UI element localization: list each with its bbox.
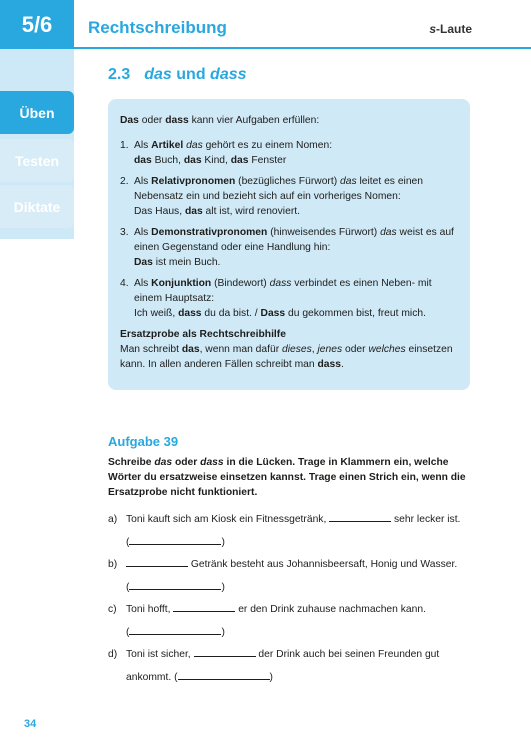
rule-number: 2. [120,176,129,187]
rule-text: (hinweisendes Fürwort) [267,227,381,238]
ex-bold: dass [178,308,202,319]
replacement-blank[interactable] [129,533,221,545]
tab-ueben-label: Üben [19,104,55,121]
rule-text: Als [134,176,152,187]
rule-text: weist es auf einen Gegenstand oder eine Handlung hin: [134,227,454,253]
answer-blank[interactable] [126,555,188,567]
replacement-blank[interactable] [178,668,270,680]
instr-text: oder [172,457,201,468]
item-text: er den Drink zuhause nachmachen kann. [235,604,426,615]
grade-badge [0,0,74,49]
tab-ueben[interactable] [0,91,74,134]
ersatz-bold: das [181,344,200,355]
rule-word: dass [269,278,292,289]
rule-number: 3. [120,227,129,238]
paren-open: ( [126,537,130,548]
item-label: d) [108,649,118,660]
instr-text: in die Lücken. Trage in Klammern ein, welche Wörter du ersatzweise einsetzen kannst. Trage einen Strich ein, wenn die Ersatzprobe nicht funktioniert. [108,457,466,498]
ex-text: du da bist. / [201,308,261,319]
ex-text: Ich weiß, [134,308,179,319]
ersatz-italic: dieses [281,344,312,355]
rule-term: Relativpronomen [151,176,236,187]
section-heading [108,66,247,84]
answer-blank[interactable] [329,510,391,522]
rule-word: das [186,140,203,151]
ex-text: ist mein Buch. [152,257,221,268]
grammar-info-box [108,99,470,390]
ex-text: alt ist, wird renoviert. [202,206,300,217]
ex-text: Kind, [201,155,231,166]
ex-bold: Das [134,257,153,268]
rule-text: Als [134,278,152,289]
ex-text: Buch, [151,155,184,166]
item-text: Getränk besteht aus Johannisbeersaft, Honig und Wasser. [188,559,458,570]
ex-text: du gekommen bist, freut mich. [285,308,426,319]
rule-2 [120,174,458,219]
rule-text: gehört es zu einem Nomen: [202,140,333,151]
item-label: c) [108,604,117,615]
ersatz-text: oder [342,344,369,355]
rule-text: (Bindewort) [211,278,270,289]
rule-text: leitet es einen Nebensatz ein und bezieht sich auf ein vorheriges Nomen: [134,176,424,202]
rule-word: das [380,227,397,238]
rule-term: Konjunktion [151,278,212,289]
rule-1 [120,138,458,168]
item-text: der Drink auch bei seinen Freunden gut [255,649,440,660]
paren-open: ( [126,582,130,593]
exercise-item-c [108,600,478,617]
ersatz-bold: dass [317,359,341,370]
info-intro [120,113,458,128]
ersatzprobe-title: Ersatzprobe als Rechtschreibhilfe [120,329,286,340]
ex-text: Das Haus, [134,206,185,217]
topic-prefix: s [429,22,436,36]
exercise-item-b [108,555,478,572]
replacement-field [126,623,225,640]
answer-blank[interactable] [194,645,256,657]
header-rule [74,47,531,49]
intro-rest: kann vier Aufgaben erfüllen: [188,115,320,126]
exercise-item-d-line2 [126,668,426,685]
paren-close: ) [269,672,273,683]
paren-open: ( [126,627,130,638]
rule-example [134,204,458,219]
replacement-field [126,533,225,550]
ersatz-text: , wenn man dafür [199,344,282,355]
answer-blank[interactable] [173,600,235,612]
ex-text: Fenster [248,155,287,166]
replacement-field [126,578,225,595]
item-text: sehr lecker ist. [391,514,461,525]
rule-example [134,306,458,321]
rule-3 [120,225,458,270]
ersatz-text: . [340,359,344,370]
ersatzprobe-text [120,342,458,372]
intro-mid: oder [138,115,166,126]
instr-italic: dass [200,457,224,468]
rule-4 [120,276,458,321]
ex-bold: Dass [260,308,286,319]
ex-bold: das [183,155,202,166]
instr-italic: das [154,457,173,468]
paren-close: ) [221,627,225,638]
rule-term: Artikel [151,140,184,151]
section-title-mid: und [171,66,211,83]
section-number: 2.3 [108,66,131,83]
rule-text: (bezügliches Fürwort) [235,176,340,187]
replacement-blank[interactable] [129,578,221,590]
rule-text: Als [134,227,152,238]
rule-word: das [340,176,357,187]
topic-suffix: -Laute [436,22,472,36]
intro-das: Das [120,115,139,126]
ersatz-text: , [311,344,318,355]
item-text: Toni ist sicher, [126,649,194,660]
topic-label [429,22,472,36]
tab-testen-label: Testen [14,152,60,169]
tab-diktate[interactable] [0,185,74,228]
rule-text: Als [134,140,152,151]
grade-label: 5/6 [21,11,53,37]
item-text: ankommt. ( [126,672,178,683]
rule-number: 1. [120,140,129,151]
page-number: 34 [24,718,37,730]
ersatz-italic: jenes [317,344,343,355]
exercise-title: Aufgabe 39 [108,434,179,449]
instr-text: Schreibe [108,457,155,468]
item-label: a) [108,514,118,525]
exercise-item-a [108,510,478,527]
exercise-item-d [108,645,478,662]
tab-diktate-label: Diktate [13,198,61,215]
item-text: Toni hofft, [126,604,174,615]
ex-bold: das [134,155,152,166]
rule-example [134,153,458,168]
chapter-title: Rechtschreibung [88,18,227,37]
rule-number: 4. [120,278,129,289]
ex-bold: das [184,206,203,217]
rule-term: Demonstrativpronomen [151,227,268,238]
ersatz-text: einsetzen kann. In allen anderen Fällen schreibt man [120,344,453,370]
item-label: b) [108,559,118,570]
tab-testen[interactable] [0,139,74,182]
ersatz-italic: welches [368,344,406,355]
replacement-blank[interactable] [129,623,221,635]
item-text: Toni kauft sich am Kiosk ein Fitnessgetränk, [126,514,330,525]
ersatz-text: Man schreibt [120,344,182,355]
section-title-a: das [144,66,172,83]
exercise-instructions [108,455,468,500]
rule-example [134,255,458,270]
paren-close: ) [221,582,225,593]
rule-text: verbindet es einen Neben- mit einem Hauptsatz: [134,278,432,304]
ex-bold: das [230,155,249,166]
intro-dass: dass [165,115,189,126]
section-title-b: dass [210,66,247,83]
paren-close: ) [221,537,225,548]
